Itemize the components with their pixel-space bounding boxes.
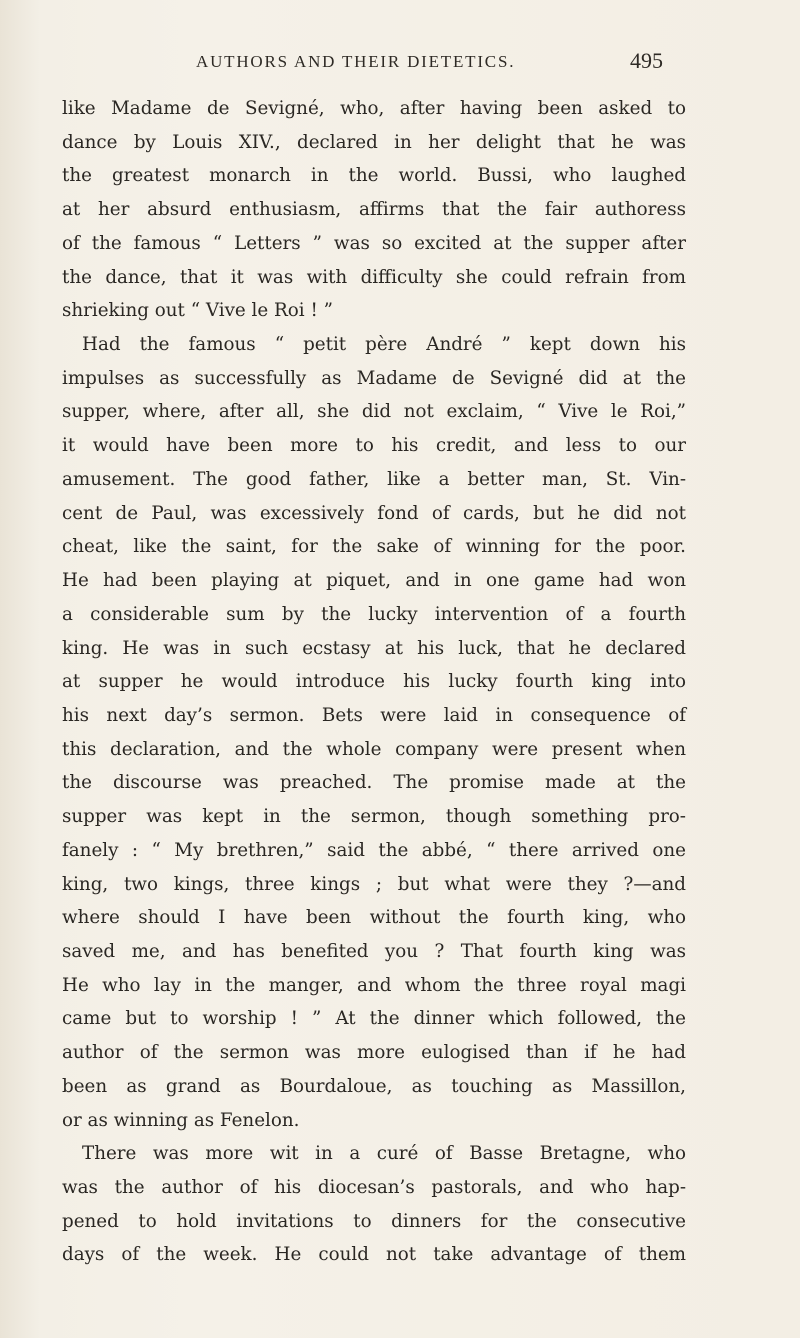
text-line: or as winning as Fenelon. [62,1109,300,1131]
text-line: cheat, like the saint, for the sake of winning for the poor. [62,536,686,558]
running-header: AUTHORS AND THEIR DIETETICS. [196,52,516,71]
text-line: this declaration, and the whole company were present when [62,738,686,760]
text-line: the greatest monarch in the world. Bussi, who laughed [62,165,686,187]
text-line: been as grand as Bourdaloue, as touching as Massillon, [62,1075,686,1097]
page-number: 495 [630,48,663,73]
text-line: the dance, that it was with difficulty she could refrain from [62,266,686,288]
text-line: king, two kings, three kings ; but what were they ?—and [62,873,686,895]
text-line: saved me, and has benefited you ? That fourth king was [62,940,686,962]
text-line: supper was kept in the sermon, though something pro- [62,806,686,828]
text-line: king. He was in such ecstasy at his luck, that he declared [62,637,686,659]
text-line: author of the sermon was more eulogised than if he had [62,1042,686,1064]
text-line: at her absurd enthusiasm, affirms that the fair authoress [62,199,686,221]
text-line: at supper he would introduce his lucky fourth king into [62,671,686,693]
text-line: of the famous “ Letters ” was so excited at the supper after [62,232,686,254]
text-line: a considerable sum by the lucky intervention of a fourth [62,603,686,625]
text-line: supper, where, after all, she did not exclaim, “ Vive le Roi,” [62,401,686,423]
text-line: days of the week. He could not take advantage of them [62,1244,686,1266]
text-line: There was more wit in a curé of Basse Bretagne, who [82,1143,686,1165]
text-line: pened to hold invitations to dinners for the consecutive [62,1210,686,1232]
text-line: He who lay in the manger, and whom the three royal magi [62,974,686,996]
text-line: was the author of his diocesan’s pastorals, and who hap- [62,1177,686,1198]
text-line: it would have been more to his credit, and less to our [62,435,686,457]
body-text [62,92,686,1272]
text-line: impulses as successfully as Madame de Sevigné did at the [62,367,686,389]
text-line: amusement. The good father, like a better man, St. Vin- [62,468,686,490]
text-line: Had the famous “ petit père André ” kept down his [82,334,686,356]
text-line: like Madame de Sevigné, who, after having been asked to [62,98,686,119]
text-line: dance by Louis XIV., declared in her delight that he was [62,131,686,153]
text-line: fanely : “ My brethren,” said the abbé, “ there arrived one [62,839,686,861]
text-line: cent de Paul, was excessively fond of cards, but he did not [62,502,686,524]
text-line: came but to worship ! ” At the dinner which followed, the [62,1008,686,1030]
text-line: his next day’s sermon. Bets were laid in consequence of [62,704,686,726]
text-line: He had been playing at piquet, and in one game had won [62,570,686,592]
text-line: shrieking out “ Vive le Roi ! ” [62,300,333,322]
text-line: the discourse was preached. The promise made at the [62,772,686,794]
text-line: where should I have been without the fourth king, who [62,907,686,929]
